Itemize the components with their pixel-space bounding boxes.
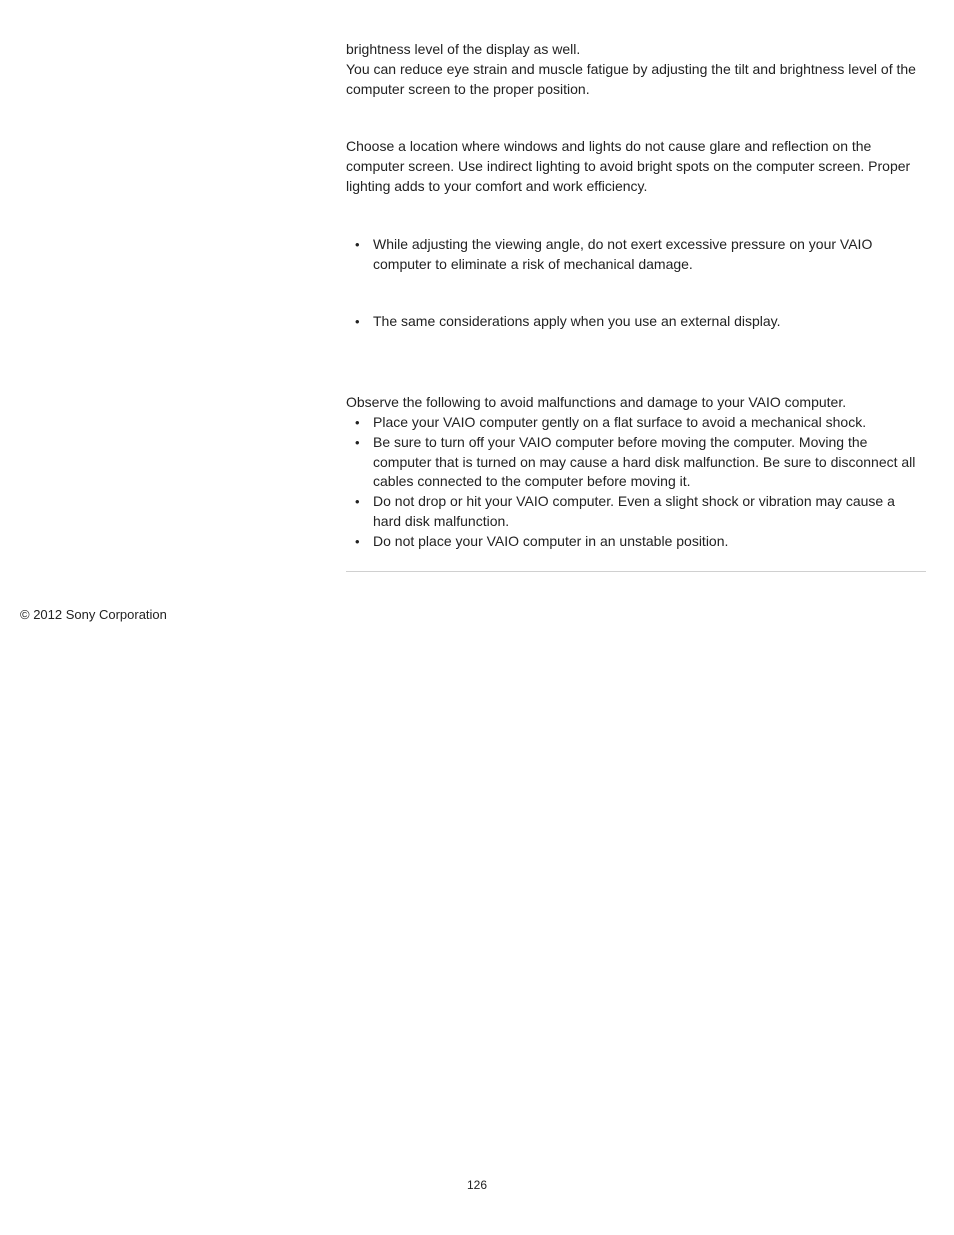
note-list-external-display xyxy=(346,312,926,332)
paragraph-eye-strain: You can reduce eye strain and muscle fatigue by adjusting the tilt and brightness level of the computer screen to the proper position. xyxy=(346,60,916,97)
paragraph-brightness-end: brightness level of the display as well. xyxy=(346,41,581,57)
observe-list xyxy=(346,413,926,552)
list-item: • The same considerations apply when you use an external display. xyxy=(346,312,926,332)
note-list-viewing-angle xyxy=(346,235,926,275)
copyright-notice: © 2012 Sony Corporation xyxy=(20,607,167,622)
list-item: • Do not drop or hit your VAIO computer. Even a slight shock or vibration may cause a hard disk malfunction. xyxy=(346,492,926,532)
page-number: 126 xyxy=(466,1178,488,1192)
section-divider xyxy=(346,571,926,572)
paragraph-lighting: Choose a location where windows and lights do not cause glare and reflection on the computer screen. Use indirect lighting to avoid bright spots on the computer screen. Proper lighting adds to your comfort and work efficiency. xyxy=(346,138,911,194)
paragraph-observe-intro: Observe the following to avoid malfunctions and damage to your VAIO computer. xyxy=(346,394,847,411)
main-content xyxy=(346,40,926,572)
list-item: • Place your VAIO computer gently on a flat surface to avoid a mechanical shock. xyxy=(346,413,926,433)
list-item: • While adjusting the viewing angle, do not exert excessive pressure on your VAIO computer to eliminate a risk of mechanical damage. xyxy=(346,235,926,275)
list-item: • Be sure to turn off your VAIO computer before moving the computer. Moving the computer that is turned on may cause a hard disk malfunction. Be sure to disconnect all cables connected to the computer before moving it. xyxy=(346,433,926,492)
list-item: • Do not place your VAIO computer in an unstable position. xyxy=(346,532,926,552)
